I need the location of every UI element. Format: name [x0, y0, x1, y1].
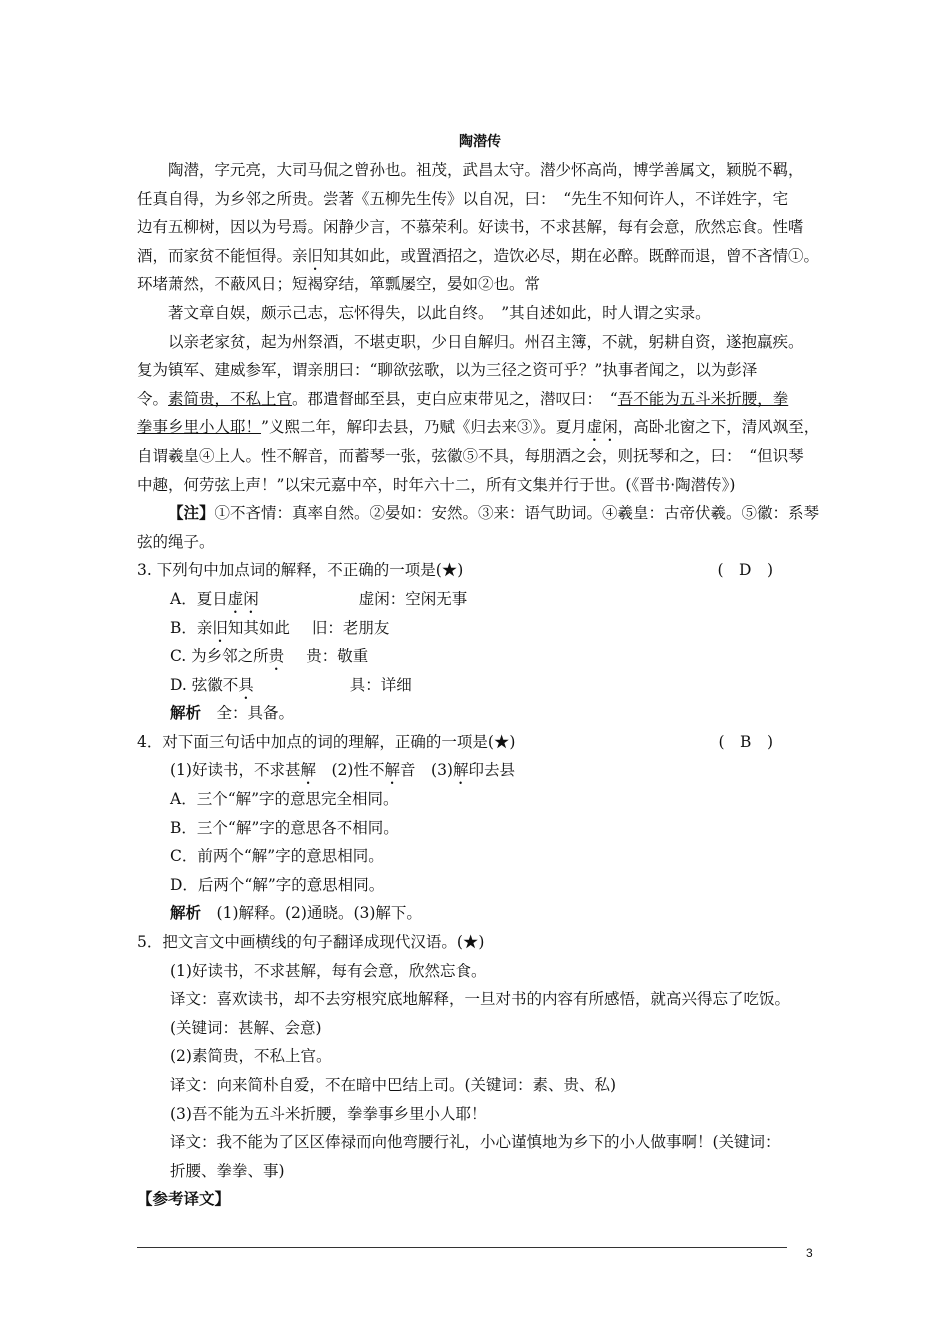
dotted-word: 解 — [300, 761, 316, 780]
text-run: ，高卧北窗之下，清风飒至， — [617, 418, 820, 437]
passage-line: 复为镇军、建威参军，谓亲朋曰：“聊欲弦歌，以为三径之资可乎？”执事者闻之，以为彭泽 — [137, 361, 758, 380]
answer-box: ( D ) — [717, 561, 773, 580]
passage-line: 著文章自娱，颇示己志，忘怀得失，以此自终。 ”其自述如此，时人谓之实录。 — [168, 303, 711, 322]
q5-translation: 译文：向来简朴自爱，不在暗中巴结上司。(关键词：素、贵、私) — [170, 1076, 617, 1094]
analysis-label: 解析 — [170, 903, 202, 923]
q5-translation: 译文：喜欢读书，却不去穷根究底地解释，一旦对书的内容有所感悟，就高兴得忘了吃饭。 — [170, 990, 791, 1009]
dotted-word: 贵 — [268, 647, 285, 666]
q4-sentences — [137, 756, 823, 785]
passage-line: 自谓羲皇④上人。性不解音，而蓄琴一张，弦徽⑤不具，每朋酒之会，则抚琴和之，曰： “但识琴 — [137, 446, 804, 465]
analysis-text: (1)解释。(2)通晓。(3)解下。 — [216, 904, 422, 923]
reference-translation-heading: 【参考译文】 — [137, 1189, 231, 1209]
q5-sentence: (3)吾不能为五斗米折腰，拳拳事乡里小人耶！ — [170, 1104, 487, 1123]
question-text: 3. 下列句中加点词的解释，不正确的一项是(★) — [137, 561, 464, 580]
passage-line — [137, 413, 823, 442]
text-run: 令。 — [137, 389, 169, 408]
q5-sentence: (1)好读书，不求甚解，每有会意，欣然忘食。 — [170, 961, 487, 980]
text-run: 音 — [399, 761, 416, 780]
passage-line: 陶潜，字元亮，大司马侃之曾孙也。祖茂，武昌太守。潜少怀高尚，博学善属文，颖脱不羁， — [168, 161, 804, 179]
passage-line — [137, 385, 823, 414]
text-run: B．亲 — [170, 618, 213, 637]
option-d: D．后两个“解”字的意思相同。 — [170, 875, 385, 894]
option-c — [137, 642, 823, 671]
passage-line: 环堵萧然，不蔽风日；短褐穿结，箪瓢屡空，晏如②也。常 — [137, 275, 541, 294]
text-run: ”义熙二年，解印去县，乃赋《归去来③》。夏月 — [261, 418, 587, 437]
option-explanation: 虚闲：空闲无事 — [358, 589, 468, 608]
analysis-label: 解析 — [170, 703, 202, 723]
option-a — [137, 585, 823, 614]
text-run: (1)好读书，不求甚 — [170, 761, 301, 780]
option-explanation: 具：详细 — [349, 675, 412, 694]
q5-translation: (关键词：甚解、会意) — [170, 1018, 322, 1037]
question-5-stem: 5．把文言文中画横线的句子翻译成现代汉语。(★) — [137, 933, 485, 952]
dotted-word: 解 — [452, 761, 469, 780]
text-run: 知其如此 — [227, 618, 290, 637]
text-run: (2)性不 — [331, 761, 385, 780]
passage-title: 陶潜传 — [459, 134, 501, 150]
dotted-word: 虚闲 — [227, 589, 259, 608]
option-b: B．三个“解”字的意思各不相同。 — [170, 818, 399, 837]
text-run: C. 为乡邻之所 — [170, 647, 269, 666]
question-3-stem — [137, 556, 823, 585]
option-d — [137, 671, 823, 700]
page-number: 3 — [806, 1246, 813, 1260]
analysis-line — [137, 699, 823, 728]
q5-sentence: (2)素简贵，不私上官。 — [170, 1047, 332, 1066]
text-run: 酒，而家贫不能恒得。亲 — [137, 246, 308, 265]
document-page — [137, 128, 823, 1214]
text-run: 印去县 — [468, 761, 516, 780]
option-b — [137, 614, 823, 643]
text-run: A．夏日 — [170, 589, 228, 608]
dotted-word: 解 — [384, 761, 400, 780]
dotted-word: 旧 — [307, 246, 324, 265]
notes-line: 弦的绳子。 — [137, 532, 215, 551]
notes-text: ①不吝情：真率自然。②晏如：安然。③来：语气助词。④羲皇：古帝伏羲。⑤徽：系琴 — [214, 504, 820, 523]
passage-line: 以亲老家贫，起为州祭酒，不堪吏职，少日自解归。州召主簿，不就，躬耕自资，遂抱羸疾。 — [168, 332, 804, 351]
question-text: 4．对下面三句话中加点的词的理解，正确的一项是(★) — [137, 732, 516, 751]
notes-line — [137, 499, 823, 528]
underlined-sentence: 吾不能为五斗米折腰，拳 — [617, 389, 789, 408]
dotted-word: 虚闲 — [586, 418, 618, 437]
option-c: C．前两个“解”字的意思相同。 — [170, 847, 384, 866]
answer-box: ( B ) — [718, 732, 773, 751]
option-a: A．三个“解”字的意思完全相同。 — [170, 790, 399, 809]
option-explanation: 旧：老朋友 — [311, 618, 390, 637]
analysis-line — [137, 899, 823, 928]
underlined-sentence: 拳事乡里小人耶！ — [137, 418, 262, 437]
underlined-sentence: 素简贵，不私上官 — [168, 389, 293, 408]
passage-line: 边有五柳树，因以为号焉。闲静少言，不慕荣利。好读书，不求甚解，每有会意，欣然忘食。性嗜 — [137, 218, 804, 237]
footer-rule — [137, 1247, 787, 1248]
text-run: (3) — [431, 761, 453, 780]
text-run: 。郡遣督邮至县，吏白应束带见之，潜叹曰： “ — [292, 389, 618, 408]
text-run: D. 弦徽不 — [170, 675, 239, 694]
passage-line: 中趣，何劳弦上声！”以宋元嘉中卒，时年六十二，所有文集并行于世。(《晋书·陶潜传》) — [137, 475, 736, 494]
dotted-word: 具 — [238, 675, 254, 694]
option-explanation: 贵：敬重 — [306, 647, 369, 666]
text-run: 知其如此，或置酒招之，造饮必尽，期在必醉。既醉而退，曾不吝情①。 — [323, 246, 820, 265]
notes-label: 【注】 — [168, 503, 215, 523]
q5-translation: 折腰、拳拳、事) — [170, 1161, 285, 1180]
passage-line — [137, 242, 823, 271]
question-4-stem — [137, 728, 823, 757]
passage-line: 任真自得，为乡邻之所贵。尝著《五柳先生传》以自况，曰： “先生不知何许人，不详姓字，宅 — [137, 189, 789, 208]
q5-translation: 译文：我不能为了区区俸禄而向他弯腰行礼，小心谨慎地为乡下的小人做事啊！(关键词： — [170, 1133, 781, 1152]
analysis-text: 全：具备。 — [216, 704, 295, 723]
dotted-word: 旧 — [212, 618, 228, 637]
